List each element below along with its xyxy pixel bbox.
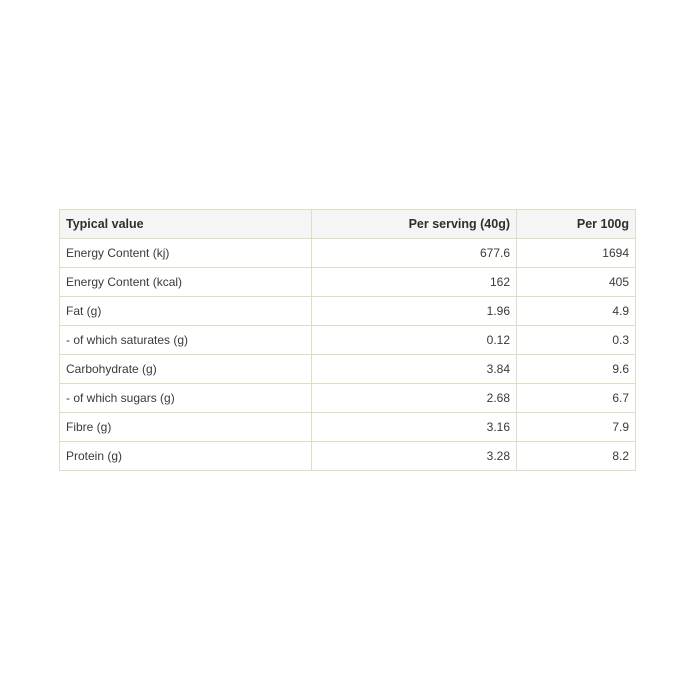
row-per-100g: 6.7 [517,384,636,413]
table-row [60,413,636,442]
header-row [60,210,636,239]
row-label: Energy Content (kcal) [60,268,312,297]
row-label: - of which saturates (g) [60,326,312,355]
row-per-100g: 405 [517,268,636,297]
row-per-serving: 162 [312,268,517,297]
row-per-100g: 8.2 [517,442,636,471]
nutrition-table [59,209,636,471]
table-row [60,384,636,413]
row-label: Fibre (g) [60,413,312,442]
nutrition-table-header [60,210,636,239]
row-per-serving: 0.12 [312,326,517,355]
row-per-100g: 0.3 [517,326,636,355]
header-per-serving: Per serving (40g) [312,210,517,239]
row-per-serving: 3.28 [312,442,517,471]
row-per-100g: 7.9 [517,413,636,442]
table-row [60,326,636,355]
row-label: - of which sugars (g) [60,384,312,413]
row-label: Carbohydrate (g) [60,355,312,384]
row-label: Energy Content (kj) [60,239,312,268]
header-typical-value: Typical value [60,210,312,239]
table-row [60,239,636,268]
table-row [60,355,636,384]
row-per-serving: 3.16 [312,413,517,442]
row-per-100g: 1694 [517,239,636,268]
table-row [60,297,636,326]
row-per-serving: 677.6 [312,239,517,268]
row-per-100g: 9.6 [517,355,636,384]
table-row [60,268,636,297]
row-per-serving: 3.84 [312,355,517,384]
nutrition-table-body [60,239,636,471]
row-label: Protein (g) [60,442,312,471]
table-row [60,442,636,471]
row-per-serving: 1.96 [312,297,517,326]
row-per-100g: 4.9 [517,297,636,326]
header-per-100g: Per 100g [517,210,636,239]
row-label: Fat (g) [60,297,312,326]
row-per-serving: 2.68 [312,384,517,413]
